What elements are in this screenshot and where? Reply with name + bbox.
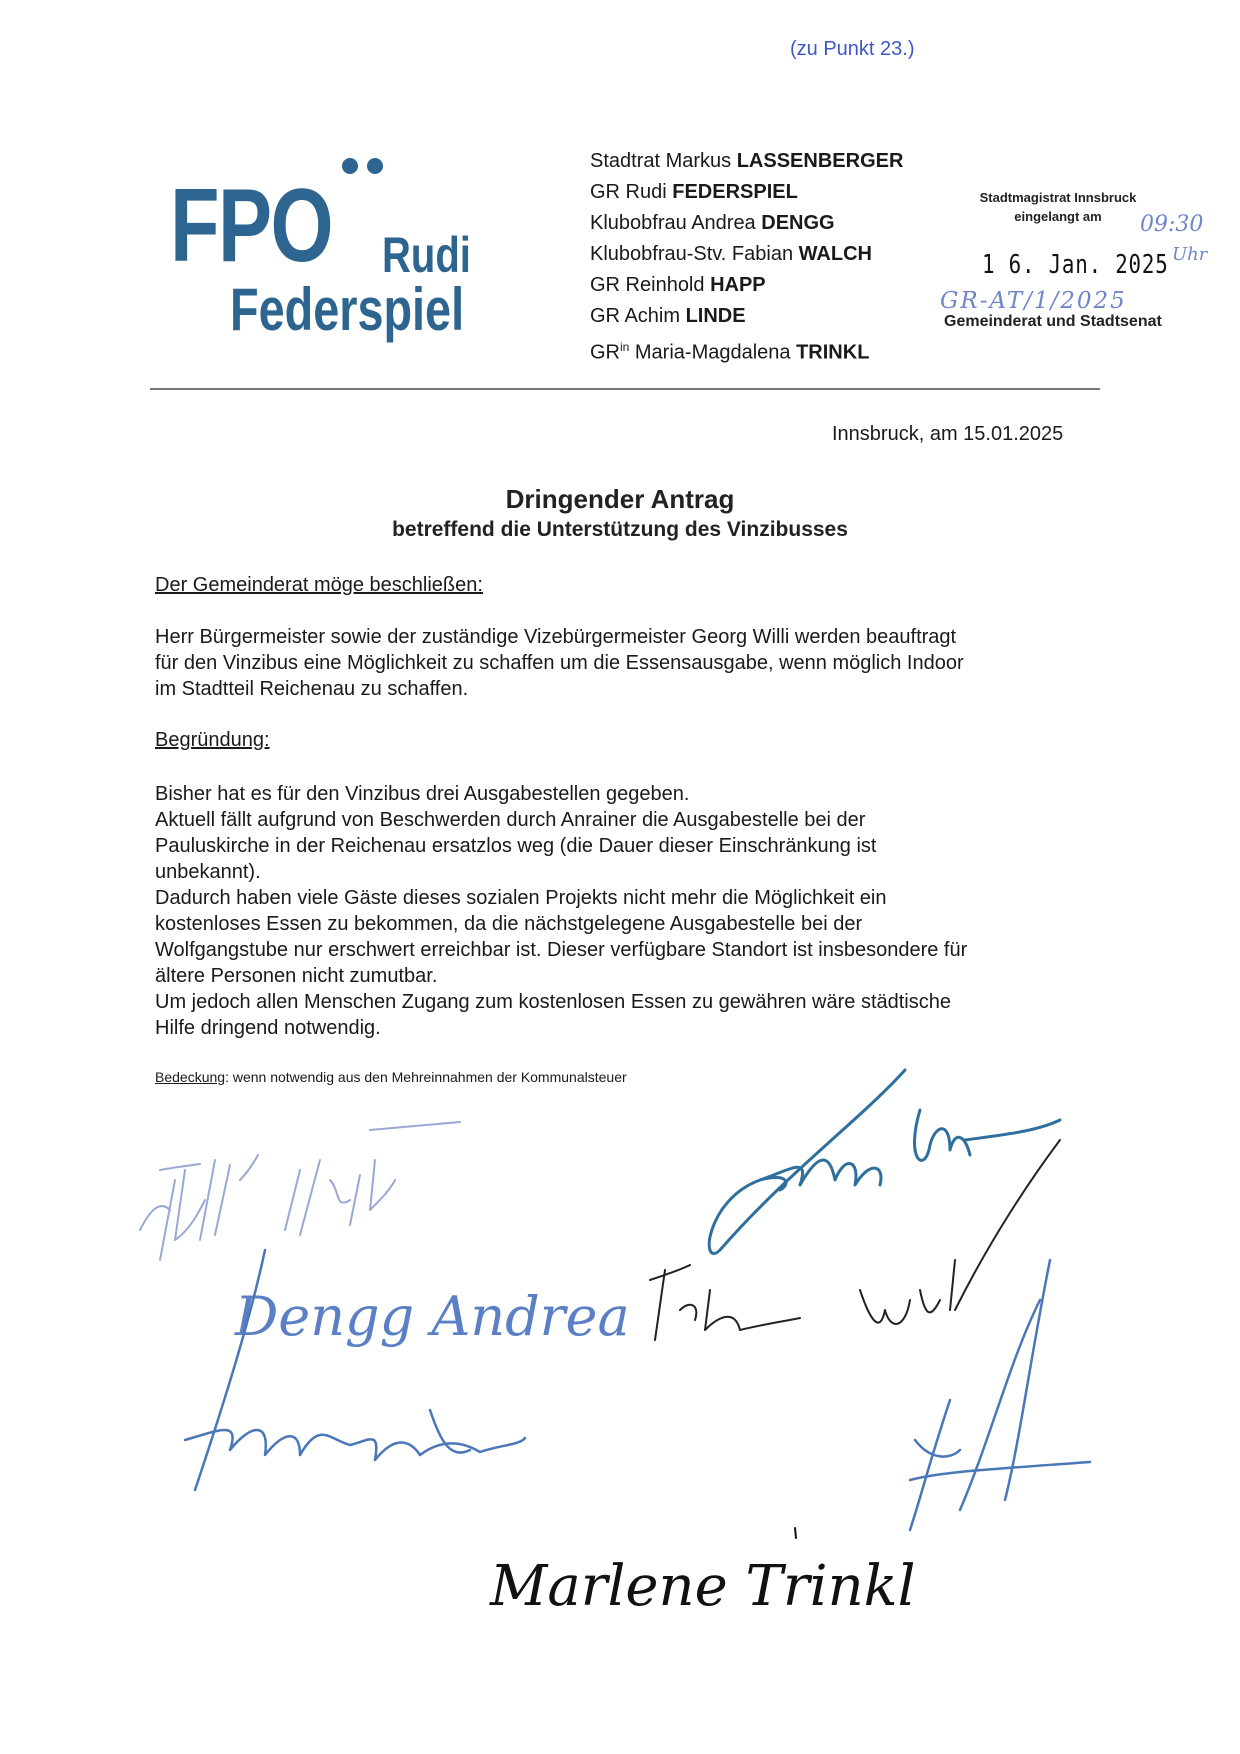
logo-rudi: Rudi — [382, 227, 471, 283]
signatory: Klubobfrau Andrea DENGG — [590, 212, 835, 234]
motion-text: Herr Bürgermeister sowie der zuständige Vizebürgermeister Georg Willi werden beauftragt für den Vinzibus eine Möglichkeit zu schaffen um die Essensausgabe, wenn möglich Indoor im Stadtteil Reichenau zu schaffen. — [155, 626, 964, 700]
logo-federspiel: Federspiel — [230, 276, 465, 343]
receipt-stamp-header: Stadtmagistrat Innsbruck eingelangt am — [979, 190, 1137, 224]
document-title: Dringender Antrag — [505, 484, 735, 514]
signatory: GR Reinhold HAPP — [590, 274, 766, 296]
signature-faint — [140, 1122, 460, 1260]
place-and-date: Innsbruck, am 15.01.2025 — [832, 423, 1064, 445]
signatory: GR Achim LINDE — [590, 305, 746, 327]
motion-heading: Der Gemeinderat möge beschließen: — [155, 574, 483, 596]
signature-happ — [910, 1260, 1090, 1530]
header-divider — [150, 388, 1100, 390]
signatures-area — [0, 1060, 1240, 1740]
receipt-stamp-time: 09:30 — [1140, 212, 1204, 237]
receipt-stamp-date: 1 6. Jan. 2025 — [982, 250, 1169, 280]
logo-umlaut-dot — [342, 158, 358, 174]
svg-text:Marlene Trinkl: Marlene Trinkl — [490, 1554, 916, 1619]
party-logo — [170, 150, 490, 350]
receipt-stamp-footer: Gemeinderat und Stadtsenat — [944, 313, 1162, 330]
reason-text: Bisher hat es für den Vinzibus drei Ausgabestellen gegeben. Aktuell fällt aufgrund von Beschwerden durch Anrainer die Ausgabestelle bei der Pauluskirche in der Reichenau ersatzlos weg (die Dauer dieser Einschränkung ist unbekannt). Dadurch haben viele Gäste dieses sozialen Projekts nicht mehr die Möglichkeit ein kostenloses Essen zu bekommen, da die nächstgelegene Ausgabestelle bei der Wolfgangstube nur erschwert erreichbar ist. Dieser verfügbare Standort ist insbesondere für ältere Personen nicht zumutbar. Um jedoch allen Menschen Zugang zum kostenlosen Essen zu gewähren wäre städtische Hilfe dringend notwendig. — [155, 783, 968, 1039]
logo-fpo: FPO — [170, 168, 333, 284]
signatory: $GR^{in}$ Maria-Magdalena TRINKL — [590, 340, 870, 364]
logo-umlaut-dot — [367, 158, 383, 174]
reason-heading: Begründung: — [155, 729, 270, 751]
receipt-stamp-time-unit: Uhr — [1172, 244, 1208, 265]
signatories-list — [590, 146, 903, 369]
signatory: Klubobfrau-Stv. Fabian WALCH — [590, 243, 872, 265]
coverage-note: Bedeckung: wenn notwendig aus den Mehreinnahmen der Kommunalsteuer — [155, 1069, 627, 1085]
signature-lassenberger — [709, 1070, 1060, 1254]
signature-dengg — [234, 1285, 630, 1348]
svg-text:Dengg Andrea: Dengg Andrea — [235, 1285, 630, 1348]
signatory: Stadtrat Markus LASSENBERGER — [590, 150, 904, 172]
receipt-stamp-reference: GR-AT/1/2025 — [940, 288, 1127, 314]
signatory: GR Rudi FEDERSPIEL — [590, 181, 798, 203]
signature-trinkl — [489, 1554, 916, 1619]
document-subtitle: betreffend die Unterstützung des Vinzibusses — [392, 518, 848, 541]
agenda-reference: (zu Punkt 23.) — [790, 38, 915, 60]
